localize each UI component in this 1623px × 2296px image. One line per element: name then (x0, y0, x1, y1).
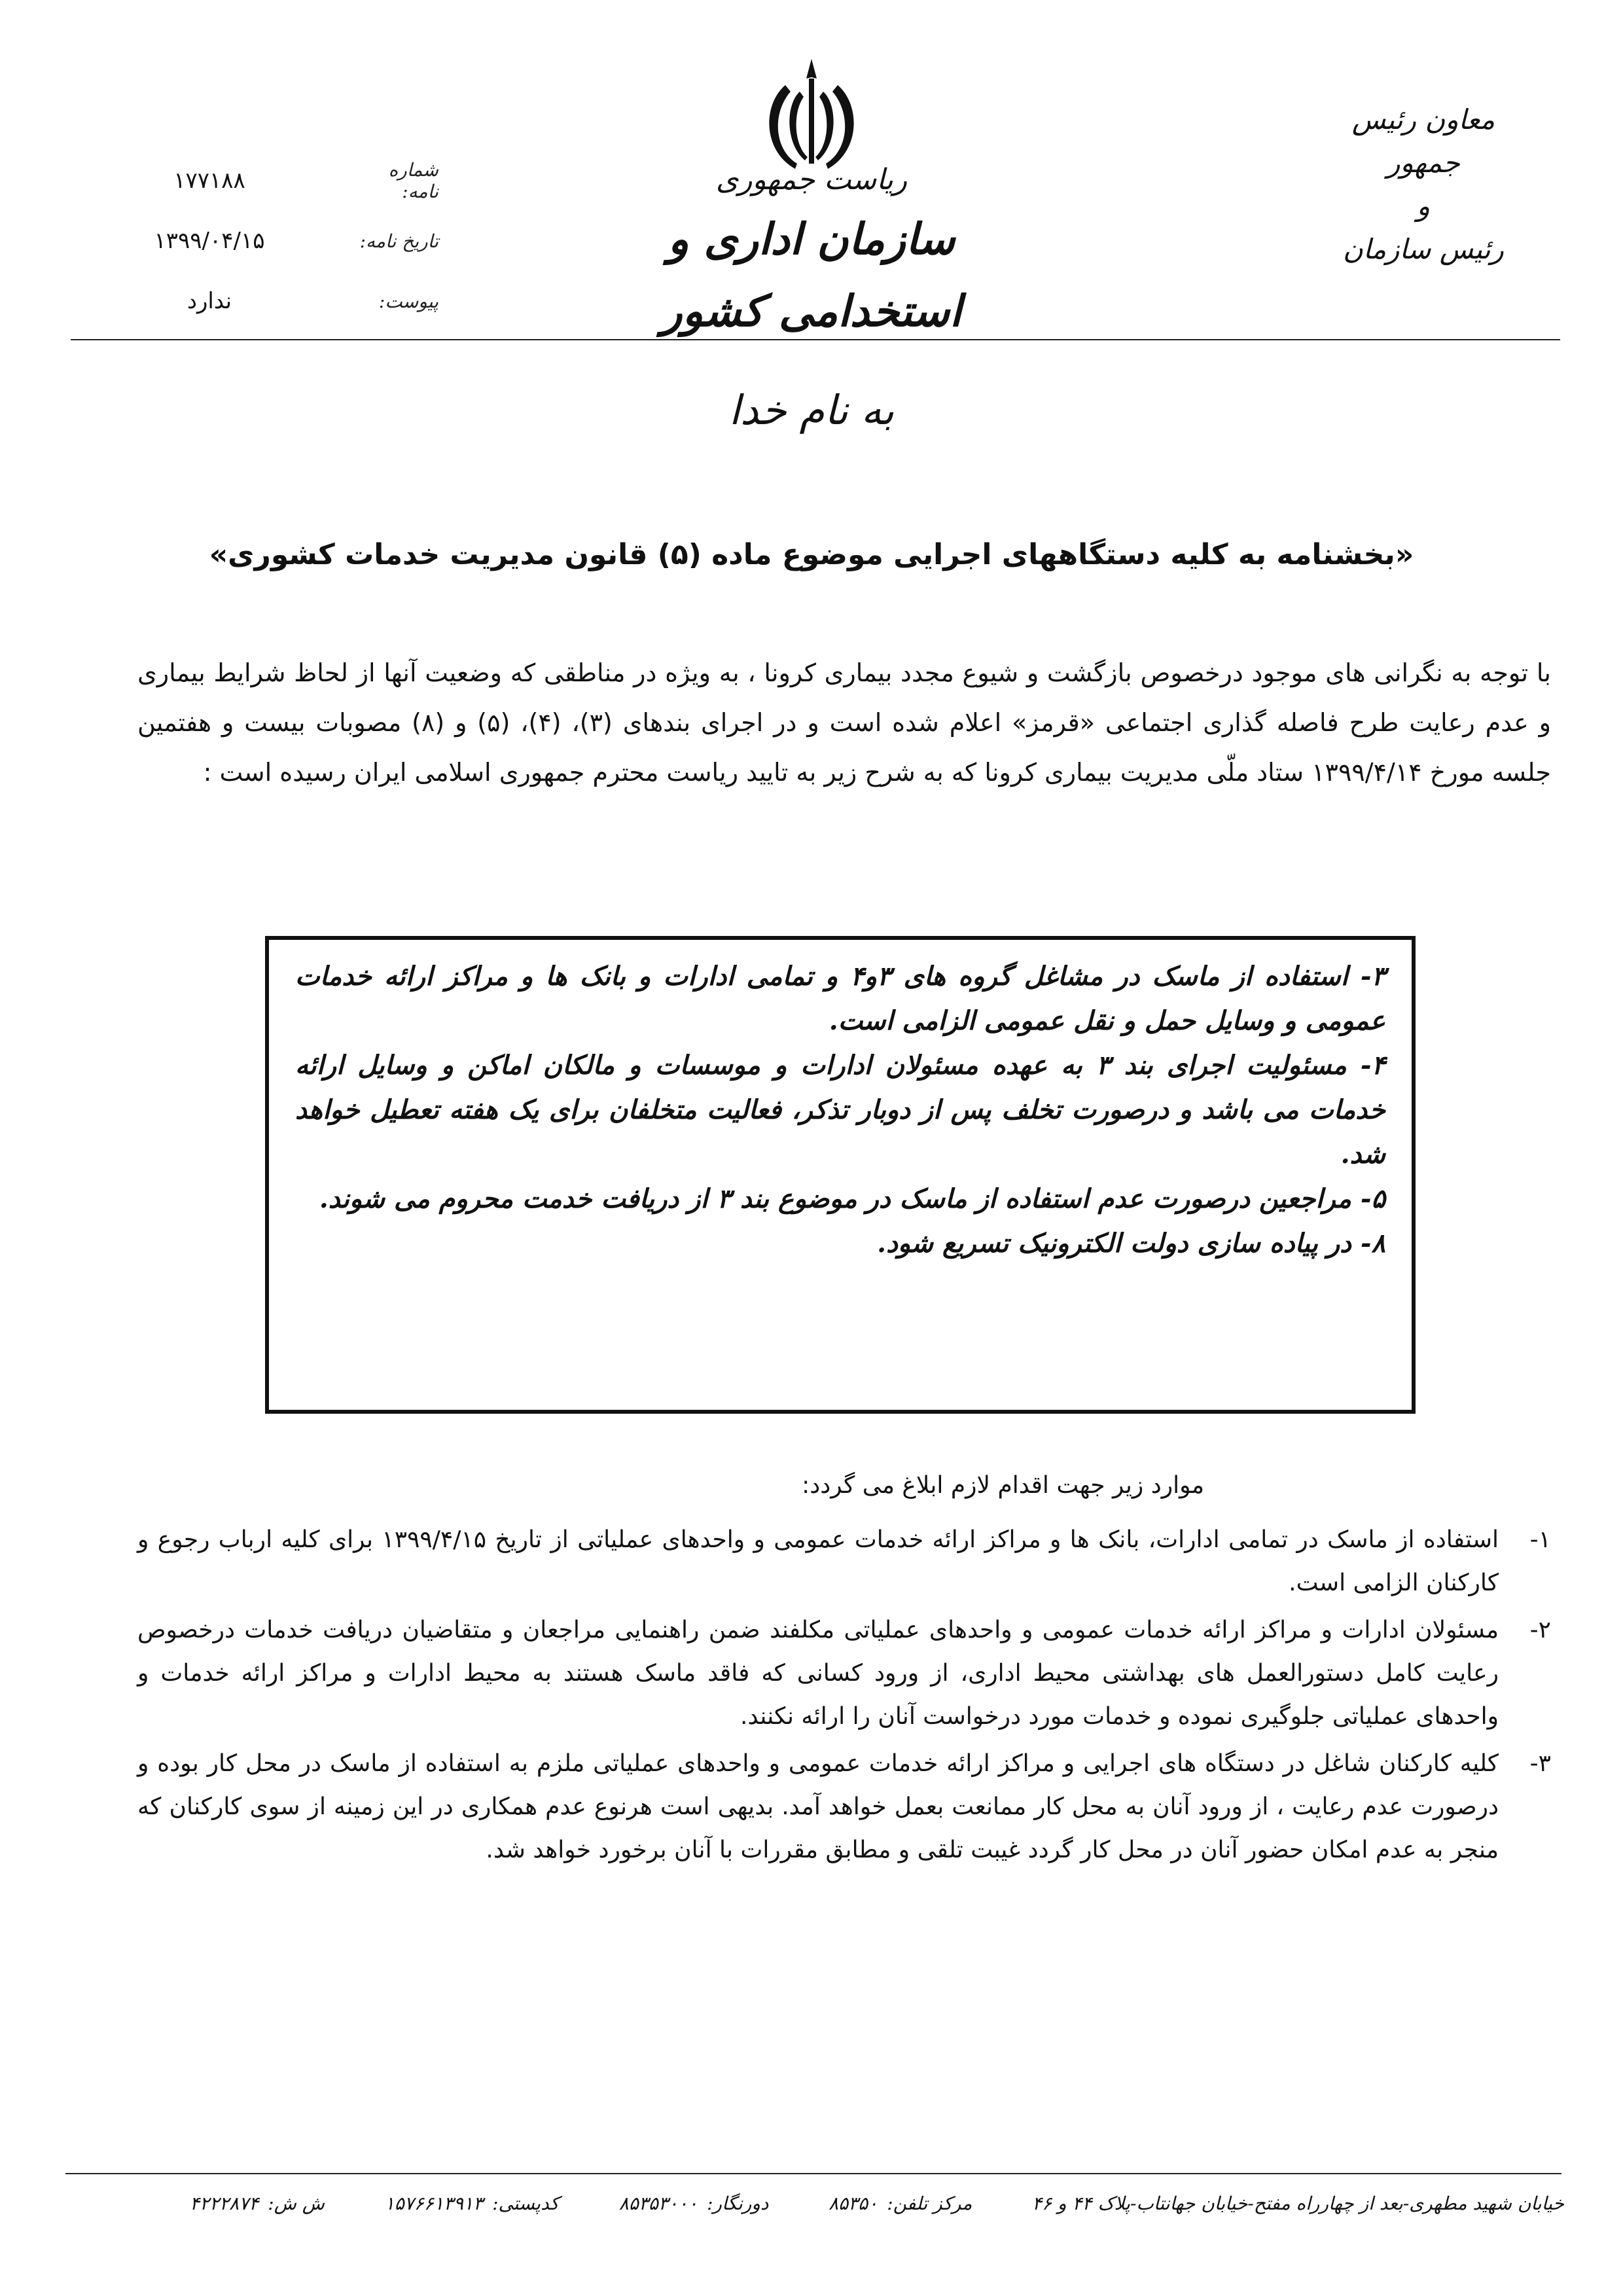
attachment-label: پیوست: (378, 290, 438, 312)
sender-title-line1: معاون رئیس جمهور (1351, 103, 1495, 179)
list-item (137, 1609, 1551, 1738)
letter-number-value: ۱۷۷۱۸۸ (173, 168, 245, 194)
attachment-value: ندارد (187, 288, 232, 314)
fax-value: ۸۵۳۵۳۰۰۰ (618, 2193, 698, 2214)
organization-name: سازمان اداری و استخدامی کشور (661, 213, 962, 336)
intro-paragraph: با توجه به نگرانی های موجود درخصوص بازگشت و شیوع مجدد بیماری کرونا ، به ویژه در مناطقی که وضعیت آنها از لحاظ شرایط بیماری و عدم رعایت طرح فاصله گذاری اجتماعی «قرمز» اعلام شده است و در اجرای بندهای (۳)، (۴)، (۵) و (۸) مصوبات بیست و هفتمین جلسه مورخ ۱۳۹۹/۴/۱۴ ستاد ملّی مدیریت بیماری کرونا که به شرح زیر به تایید ریاست محترم جمهوری اسلامی ایران رسیده است : (137, 658, 1551, 787)
bismillah-heading: به نام خدا (728, 386, 895, 434)
circular-title: «بخشنامه به کلیه دستگاههای اجرایی موضوع ماده (۵) قانون مدیریت خدمات کشوری» (209, 538, 1414, 571)
postal-label: کدپستی: (492, 2193, 560, 2214)
footer-phone (829, 2193, 972, 2214)
footer-address: خیابان شهید مطهری-بعد از چهارراه مفتح-خیابان جهانتاب-پلاک ۴۴ و ۴۶ (1032, 2193, 1564, 2214)
letter-date-row (72, 211, 438, 271)
presidency-label: ریاست جمهوری (715, 163, 908, 196)
postal-value: ۱۵۷۶۶۱۳۹۱۳ (384, 2193, 484, 2214)
footer-id (190, 2193, 325, 2214)
sender-title (1315, 98, 1531, 271)
list-item-text: مسئولان ادارات و مراکز ارائه خدمات عمومی و واحدهای عملیاتی مکلفند ضمن راهنمایی مراجعان و متقاضیان دریافت خدمات درخصوص رعایت کامل دستورالعمل های بهداشتی محیط اداری، از ورود کسانی که فاقد ماسک هستند به محیط ادارات و مراکز ارائه خدمات و واحدهای عملیاتی جلوگیری نموده و خدمات مورد درخواست آنان را ارائه نکنند. (137, 1617, 1499, 1730)
letter-number-row (72, 151, 438, 211)
letter-date-label: تاریخ نامه: (359, 230, 438, 252)
resolution-item-4: ۴- مسئولیت اجرای بند ۳ به عهده مسئولان ادارات و موسسات و مالکان اماکن و وسایل ارائه خدمات می باشد و درصورت تخلف پس از دوبار تذکر، فعالیت متخلفان برای یک هفته تعطیل خواهد شد. (295, 1050, 1385, 1170)
directives-list (137, 1518, 1551, 1876)
letter-metadata (72, 151, 438, 331)
fax-label: دورنگار: (707, 2193, 769, 2214)
list-item-text: استفاده از ماسک در تمامی ادارات، بانک ها و مراکز ارائه خدمات عمومی و واحدهای عملیاتی از تاریخ ۱۳۹۹/۴/۱۵ برای کلیه ارباب رجوع و کارکنان الزامی است. (137, 1526, 1499, 1596)
attachment-row (72, 271, 438, 331)
footer-divider (65, 2173, 1561, 2174)
organization-header (615, 157, 1008, 347)
list-item-number: ۱- (1529, 1526, 1551, 1553)
directives-lead: موارد زیر جهت اقدام لازم ابلاغ می گردد: (802, 1472, 1204, 1499)
letter-date-value: ۱۳۹۹/۰۴/۱۵ (154, 228, 265, 254)
sender-title-line2: و (1416, 190, 1431, 222)
phone-label: مرکز تلفن: (887, 2193, 972, 2214)
list-item (137, 1742, 1551, 1872)
resolution-item-3: ۳- استفاده از ماسک در مشاغل گروه های ۳و۴ و تمامی ادارات و بانک ها و مراکز ارائه خدمات عمومی و وسایل حمل و نقل عمومی الزامی است. (295, 961, 1385, 1036)
list-item-number: ۳- (1529, 1750, 1551, 1777)
id-value: ۴۲۲۲۸۷۴ (190, 2193, 259, 2214)
resolution-item-8: ۸- در پیاده سازی دولت الکترونیک تسریع شود. (877, 1228, 1385, 1259)
phone-value: ۸۵۳۵۰ (829, 2193, 878, 2214)
list-item (137, 1518, 1551, 1605)
footer-fax (619, 2193, 769, 2214)
list-item-text: کلیه کارکنان شاغل در دستگاه های اجرایی و مراکز ارائه خدمات عمومی و واحدهای عملیاتی ملزم به استفاده از ماسک در محل کار بوده و درصورت عدم رعایت ، از ورود آنان به محل کار ممانعت بعمل خواهد آمد. بدیهی است هرنوع عدم همکاری در این زمینه از سوی کارکنان که منجر به عدم امکان حضور آنان در محل کار گردد غیبت تلقی و مطابق مقررات با آنان برخورد خواهد شد. (137, 1750, 1499, 1863)
resolutions-box (265, 936, 1416, 1414)
id-label: ش ش: (268, 2193, 325, 2214)
footer-contact (190, 2193, 1564, 2214)
resolution-item-5: ۵- مراجعین درصورت عدم استفاده از ماسک در موضوع بند ۳ از دریافت خدمت محروم می شوند. (319, 1183, 1385, 1214)
sender-title-line3: رئیس سازمان (1343, 233, 1504, 265)
footer-postal (385, 2193, 559, 2214)
list-item-number: ۲- (1529, 1617, 1551, 1643)
letter-number-label: شماره نامه: (388, 159, 438, 202)
header-divider (71, 339, 1560, 340)
